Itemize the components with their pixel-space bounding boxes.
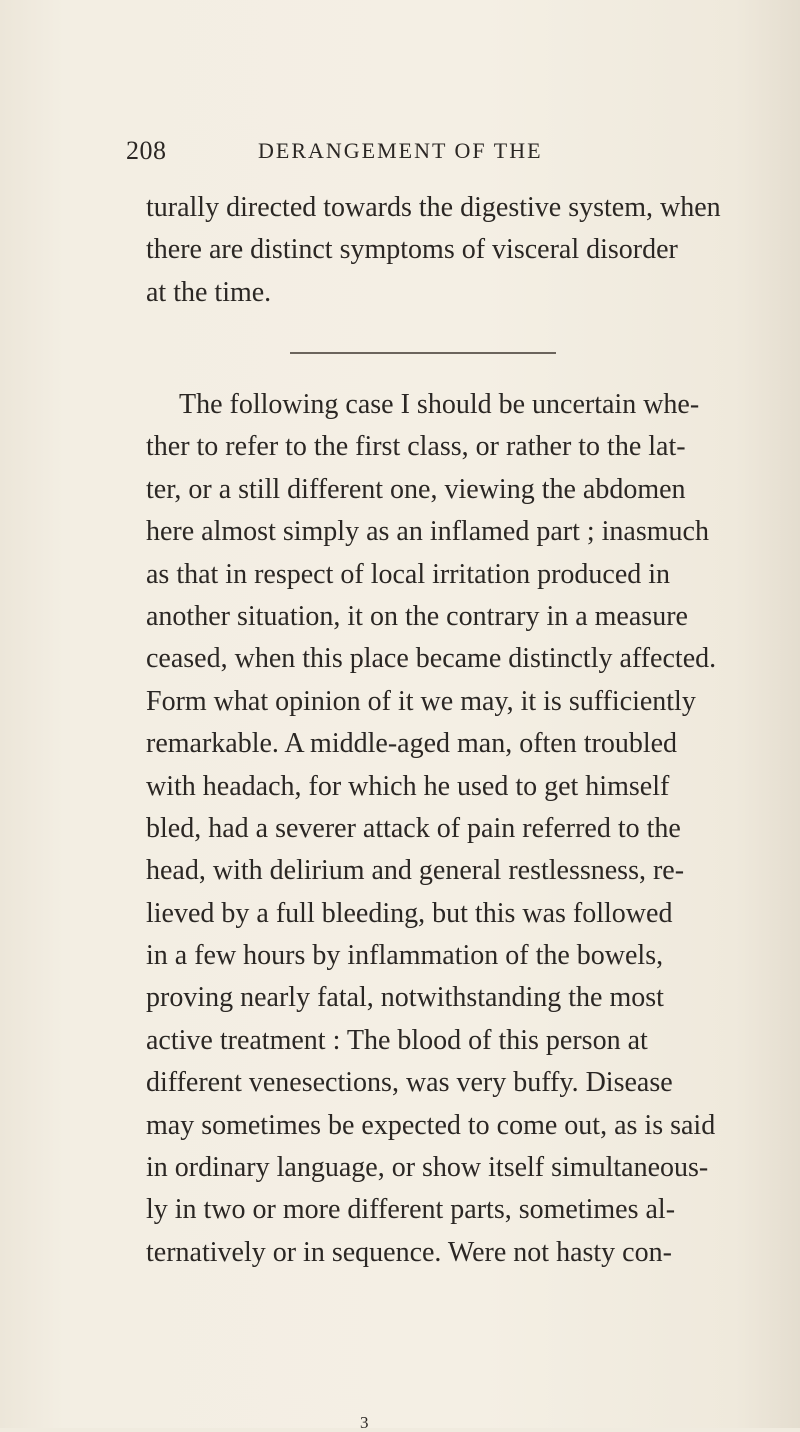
text-line: proving nearly fatal, notwithstanding the most: [146, 982, 664, 1014]
text-line: at the time.: [146, 276, 272, 308]
text-line: The following case I should be uncertain whe-: [179, 389, 700, 420]
text-line: bled, had a severer attack of pain referred to the: [146, 812, 681, 844]
text-line: there are distinct symptoms of visceral disorder: [146, 234, 678, 266]
signature-mark: 3: [360, 1413, 369, 1432]
section-divider: [290, 352, 556, 354]
text-line: different venesections, was very buffy. Disease: [146, 1067, 673, 1099]
paragraph-case: [146, 384, 726, 1274]
paragraph-continuation: [146, 187, 726, 314]
text-line: remarkable. A middle-aged man, often troubled: [146, 728, 678, 760]
text-line: ter, or a still different one, viewing the abdomen: [146, 473, 686, 505]
text-line: Form what opinion of it we may, it is sufficiently: [146, 685, 696, 717]
text-line: in ordinary language, or show itself simultaneous-: [146, 1152, 709, 1184]
text-line: ceased, when this place became distinctly affected.: [146, 643, 717, 675]
running-head: DERANGEMENT OF THE: [258, 138, 543, 163]
text-line: as that in respect of local irritation produced in: [146, 558, 671, 590]
page-number: 208: [126, 136, 167, 165]
text-line: another situation, it on the contrary in a measure: [146, 600, 688, 632]
text-line: lieved by a full bleeding, but this was followed: [146, 897, 673, 929]
text-line: ly in two or more different parts, sometimes al-: [146, 1194, 676, 1226]
text-line: ternatively or in sequence. Were not hasty con-: [146, 1236, 672, 1268]
page-header: [126, 136, 726, 176]
text-line: head, with delirium and general restlessness, re-: [146, 855, 685, 887]
text-line: here almost simply as an inflamed part ; inasmuch: [146, 516, 709, 548]
text-line: may sometimes be expected to come out, as is said: [146, 1109, 716, 1141]
text-line: with headach, for which he used to get himself: [146, 770, 670, 802]
text-line: turally directed towards the digestive system, when: [146, 192, 721, 223]
text-line: active treatment : The blood of this person at: [146, 1024, 648, 1056]
text-line: in a few hours by inflammation of the bowels,: [146, 940, 664, 972]
text-line: ther to refer to the first class, or rather to the lat-: [146, 431, 686, 463]
